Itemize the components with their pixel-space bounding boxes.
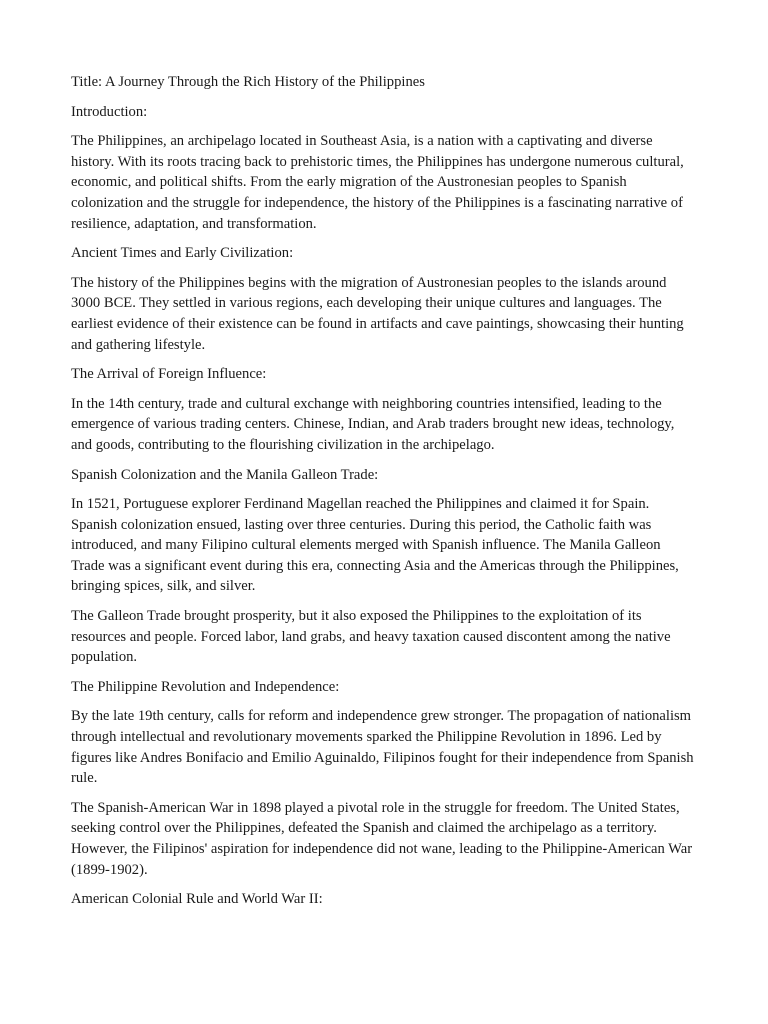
- document-page: [71, 72, 697, 919]
- section-heading-spanish-colonization: Spanish Colonization and the Manila Galleon Trade:: [71, 466, 379, 483]
- section-heading-ancient-times: Ancient Times and Early Civilization:: [71, 245, 294, 262]
- paragraph-revolution: By the late 19th century, calls for reform and independence grew stronger. The propagation of nationalism through intellectual and revolutionary movements sparked the Philippine Revolution in 1896. Led by figures like Andres Bonifacio and Emilio Aguinaldo, Filipinos fought for their independence from Spanish rule.: [71, 708, 694, 787]
- section-heading-revolution: The Philippine Revolution and Independence:: [71, 678, 340, 695]
- document-title: Title: A Journey Through the Rich History of the Philippines: [71, 74, 425, 90]
- paragraph-galleon-trade: The Galleon Trade brought prosperity, but it also exposed the Philippines to the exploitation of its resources and people. Forced labor, land grabs, and heavy taxation caused discontent among the native population.: [71, 608, 671, 666]
- section-heading-american-rule: American Colonial Rule and World War II:: [71, 891, 323, 908]
- paragraph-spanish-american-war: The Spanish-American War in 1898 played a pivotal role in the struggle for freedom. The United States, seeking control over the Philippines, defeated the Spanish and claimed the archipelago as a territory. However, the Filipinos' aspiration for independence did not wane, leading to the Philippine-American War (1899-1902).: [71, 799, 693, 878]
- section-heading-introduction: Introduction:: [71, 103, 148, 120]
- paragraph-introduction: The Philippines, an archipelago located in Southeast Asia, is a nation with a captivating and diverse history. With its roots tracing back to prehistoric times, the Philippines has undergone numerous cultural, economic, and political shifts. From the early migration of the Austronesian peoples to Spanish colonization and the struggle for independence, the history of the Philippines is a fascinating narrative of resilience, adaptation, and transformation.: [71, 133, 684, 232]
- paragraph-foreign-influence: In the 14th century, trade and cultural exchange with neighboring countries intensified, leading to the emergence of various trading centers. Chinese, Indian, and Arab traders brought new ideas, technology, and goods, contributing to the flourishing civilization in the archipelago.: [71, 395, 675, 453]
- paragraph-spanish-colonization: In 1521, Portuguese explorer Ferdinand Magellan reached the Philippines and claimed it for Spain. Spanish colonization ensued, lasting over three centuries. During this period, the Catholic faith was introduced, and many Filipino cultural elements merged with Spanish influence. The Manila Galleon Trade was a significant event during this era, connecting Asia and the Americas through the Philippines, bringing spices, silk, and silver.: [71, 496, 679, 595]
- paragraph-ancient-times: The history of the Philippines begins with the migration of Austronesian peoples to the islands around 3000 BCE. They settled in various regions, each developing their unique cultures and languages. The earliest evidence of their existence can be found in artifacts and cave paintings, showcasing their hunting and gathering lifestyle.: [71, 274, 684, 353]
- section-heading-foreign-influence: The Arrival of Foreign Influence:: [71, 366, 267, 383]
